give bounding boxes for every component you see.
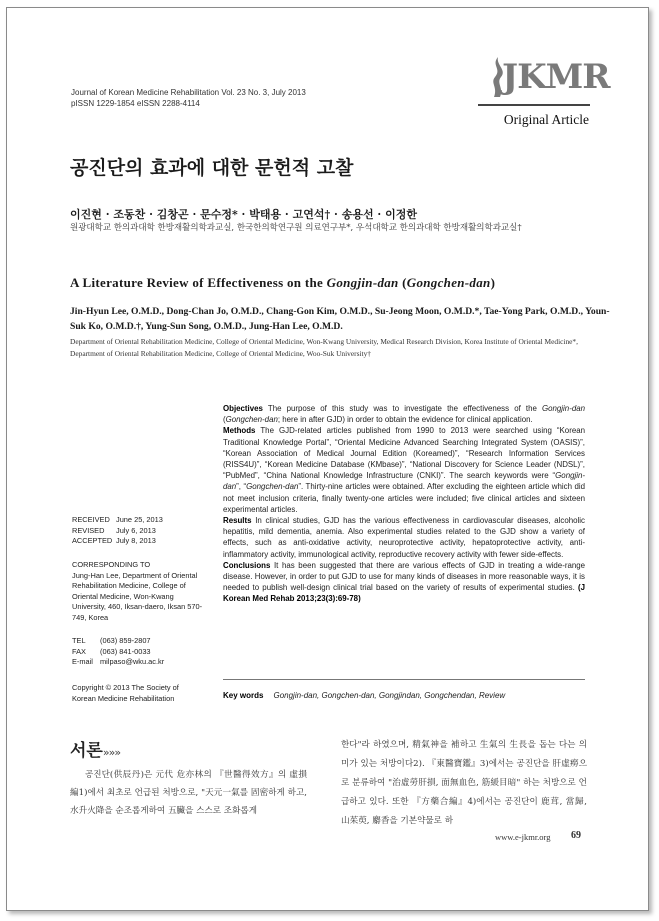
intro-right-paragraph: 한다"라 하였으며, 精氣神을 補하고 生氣의 生長을 돕는 다는 의미가 있는 처방이다2). 『東醫寶鑑』3)에서는 공진단을 肝虛癆으로 분류하여 "治虛勞肝損, 面無血色, 筋緩目暗" 하는 처방으로 언급하고 있다. 또한 『方藥合編』4)에서는 공진단이 鹿茸, 當歸, 山茱萸, 麝香을 기본약물로 하: [341, 740, 587, 826]
english-title: [70, 275, 495, 291]
intro-heading-text: 서론: [70, 741, 103, 761]
contact-info: [72, 636, 164, 668]
methods-italic-2: Gongchen-dan: [246, 482, 299, 492]
contact-value: (063) 841-0033: [100, 646, 151, 656]
abstract-methods: [223, 425, 585, 515]
date-value: July 6, 2013: [116, 525, 156, 535]
page-number: 69: [571, 830, 581, 841]
date-row: [72, 536, 163, 547]
korean-affiliation: 원광대학교 한의과대학 한방재활의학과교실, 한국한의학연구원 의료연구부*, 우석대학교 한의과대학 한방재활의학과교실†: [70, 223, 522, 233]
results-label: Results: [223, 516, 252, 526]
date-label: REVISED: [72, 525, 105, 535]
objectives-text-a: The purpose of this study was to investigate the effectiveness of the: [262, 404, 542, 413]
intro-heading: [70, 736, 120, 761]
footer-url[interactable]: www.e-jkmr.org: [495, 832, 551, 842]
date-value: June 25, 2013: [116, 515, 163, 524]
objectives-text-c: ; here in after GJD) in order to obtain the evidence for clinical application.: [277, 415, 533, 425]
correspondence: [72, 560, 204, 623]
abstract: [223, 403, 585, 605]
conclusions-text: It has been suggested that there are various effects of GJD in treating a wide-range disease. However, in order to put GJD to use for many kinds of diseases in more reasonable ways, it is needed to publish well-design clinical trial based on the variety of results of experimental studies.: [223, 560, 585, 593]
abstract-citation: (J Korean Med Rehab 2013;23(3):69-78): [223, 583, 585, 604]
korean-authors: 이진현 · 조동찬 · 김창곤 · 문수정* · 박태용 · 고연석† · 송용선 · 이정한: [70, 208, 417, 221]
keywords: [223, 691, 505, 700]
journal-line: Journal of Korean Medicine Rehabilitation Vol. 23 No. 3, July 2013: [71, 88, 306, 97]
english-title-prefix: A Literature Review of Effectiveness on the: [70, 275, 327, 290]
methods-text-a: The GJD-related articles published from 1990 to 2013 were searched using “Korean Traditional Knowledge Portal”, “Oriental Medicine Advanced Searching Integrated System (OASIS)”, “Korean Association of Medical Journal Edition (Koreamed)”, “Research Information Services (RISS4U)”, “Korean Medicine Database (KMbase)”, “National Discovery for Science Leader (NDSL)”, “PubMed”, “China National Knowledge Infrastructure (CNKI)”. The search keywords were “: [223, 426, 585, 481]
date-value: July 8, 2013: [116, 536, 156, 545]
issn-line: pISSN 1229-1854 eISSN 2288-4114: [71, 99, 200, 108]
english-affiliation: Department of Oriental Rehabilitation Medicine, College of Oriental Medicine, Won-Kwang University, Medical Research Division, Korea Institute of Oriental Medicine*, Department of Oriental Rehabilitation Medicine, College of Oriental Medicine, Woo-Suk University†: [70, 337, 578, 358]
keywords-label: Key words: [223, 691, 264, 700]
english-authors: Jin-Hyun Lee, O.M.D., Dong-Chan Jo, O.M.D., Chang-Gon Kim, O.M.D., Su-Jeong Moon, O.M.D.*, Tae-Yong Park, O.M.D., Youn-Suk Ko, O.M.D.†, Yung-Sun Song, O.M.D., Jung-Han Lee, O.M.D.: [70, 306, 610, 332]
objectives-label: Objectives: [223, 404, 263, 413]
keywords-value: Gongjin-dan, Gongchen-dan, Gongjindan, Gongchendan, Review: [273, 691, 506, 700]
english-title-paren-open: (: [398, 275, 407, 290]
logo-divider: [478, 104, 590, 106]
date-row: [72, 515, 163, 526]
abstract-results: [223, 515, 585, 560]
contact-row: [72, 636, 164, 647]
correspondence-address: Jung-Han Lee, Department of Oriental Rehabilitation Medicine, College of Oriental Medicine, Won-Kwang University, 460, Iksan-daero, Iksan 570-749, Korea: [72, 570, 203, 622]
copyright: Copyright © 2013 The Society of Korean Medicine Rehabilitation: [72, 683, 179, 703]
article-dates: [72, 515, 163, 547]
intro-arrows-icon: »»»: [102, 746, 121, 759]
methods-label: Methods: [223, 426, 256, 436]
journal-info: [71, 87, 306, 109]
contact-label: E-mail: [72, 657, 93, 666]
objectives-italic-1: Gongjin-dan: [542, 404, 585, 413]
methods-text-c: ”. Thirty-nine articles were obtained. After excluding the eighteen article which did not meet inclusion criteria, finally twenty-one articles were included; five clinical articles and sixteen experimental articles.: [223, 482, 586, 514]
correspondence-heading: CORRESPONDING TO: [72, 560, 151, 569]
logo-text: JKMR: [502, 57, 610, 97]
date-row: [72, 526, 163, 537]
results-text: In clinical studies, GJD has the various effectiveness in cardiovascular diseases, alcoholic hepatitis, mild dementia, anemia. Also experimental studies related to the GJD show a variety of effects, such as anti-oxidative activity, neuroprotective activity, hepatoprotective activity, anti-inflammatory activity, immunological activity, reproductive recovery activity with fewer side-effects.: [223, 516, 585, 559]
contact-row: [72, 647, 164, 658]
contact-value: (063) 859-2807: [100, 636, 151, 645]
journal-logo: [484, 51, 610, 101]
contact-label: FAX: [72, 646, 86, 656]
date-label: RECEIVED: [72, 515, 110, 524]
abstract-objectives: [223, 403, 585, 425]
keywords-divider: [223, 679, 585, 680]
english-title-italic-2: Gongchen-dan: [406, 275, 491, 290]
methods-text-b: ”, “: [236, 482, 247, 492]
email-link[interactable]: milpaso@wku.ac.kr: [100, 657, 165, 666]
objectives-italic-2: Gongchen-dan: [225, 415, 278, 425]
conclusions-label: Conclusions: [223, 560, 271, 570]
article-type: Original Article: [503, 112, 589, 127]
contact-row: [72, 657, 164, 668]
english-title-italic-1: Gongjin-dan: [326, 275, 399, 290]
date-label: ACCEPTED: [72, 536, 113, 545]
abstract-conclusions: [223, 560, 585, 605]
objectives-text-b: (: [223, 415, 226, 425]
methods-italic-1: Gongjin-dan: [223, 471, 585, 492]
korean-title: 공진단의 효과에 대한 문헌적 고찰: [70, 157, 354, 179]
intro-left-paragraph: 공진단(供辰丹)은 元代 危亦林의 『世醫得效方』의 虛損編1)에서 최초로 언급된 처방으로, "天元一氣를 固密하게 하고, 水升火降을 순조롭게하여 五臟을 스스로 조화롭게: [70, 770, 307, 816]
english-title-paren-close: ): [490, 275, 496, 290]
contact-label: TEL: [72, 636, 86, 645]
